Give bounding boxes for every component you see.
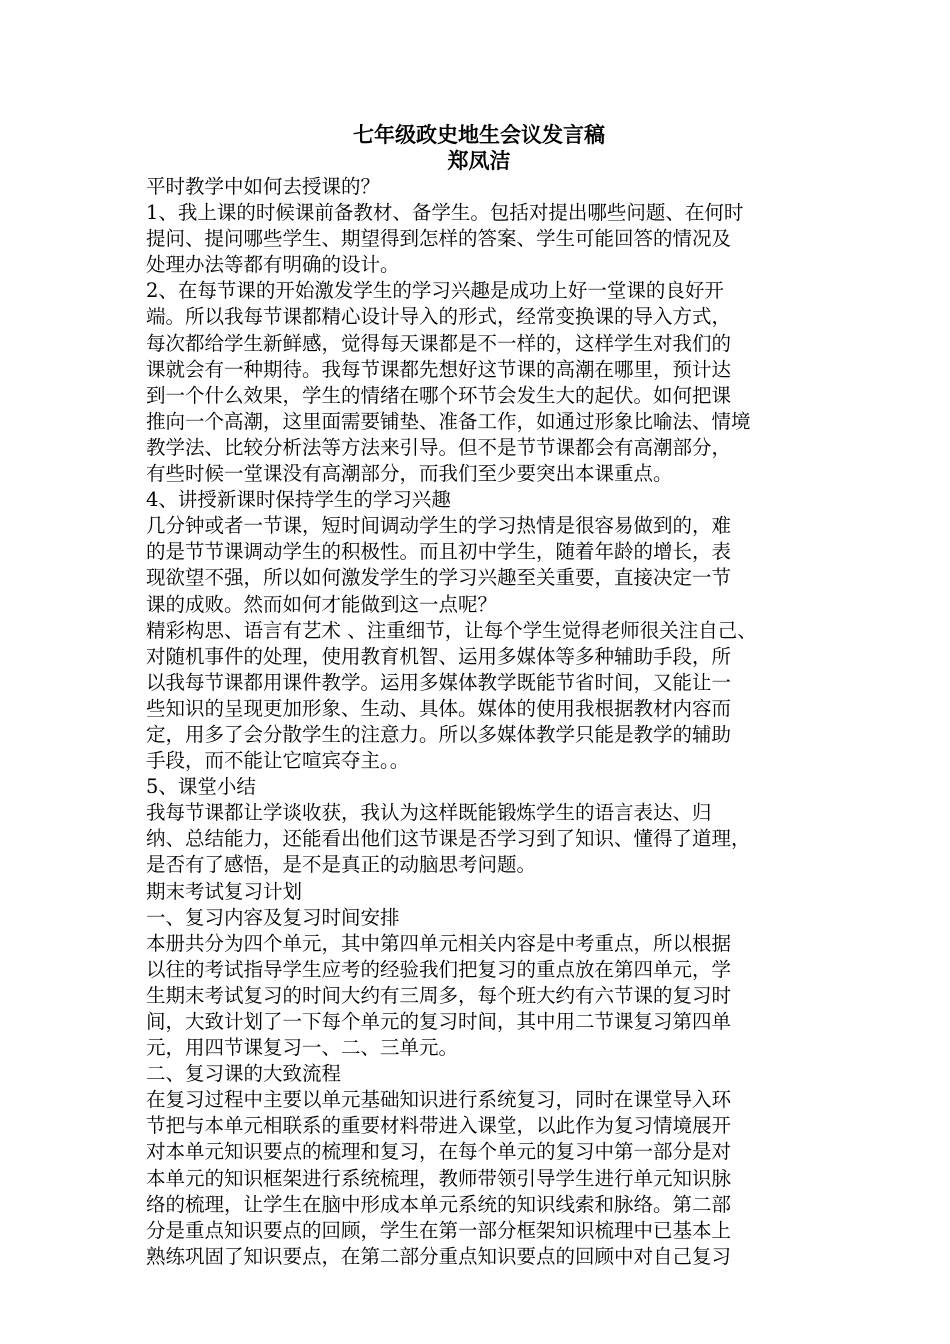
body-line: 在复习过程中主要以单元基础知识进行系统复习，同时在课堂导入环 <box>146 1088 732 1112</box>
body-line: 我每节课都让学谈收获，我认为这样既能锻炼学生的语言表达、归 <box>146 801 712 825</box>
body-line: 生期末考试复习的时间大约有三周多，每个班大约有六节课的复习时 <box>146 983 732 1007</box>
body-line: 以我每节课都用课件教学。运用多媒体教学既能节省时间，又能让一 <box>146 670 732 694</box>
body-line: 络的梳理，让学生在脑中形成本单元系统的知识线索和脉络。第二部 <box>146 1192 732 1216</box>
document-body <box>146 174 812 1270</box>
body-line: 现欲望不强，所以如何激发学生的学习兴趣至关重要，直接决定一节 <box>146 566 732 590</box>
body-line: 有些时候一堂课没有高潮部分，而我们至少要突出本课重点。 <box>146 462 673 486</box>
body-line: 间，大致计划了一下每个单元的复习时间，其中用二节课复习第四单 <box>146 1010 732 1033</box>
body-line: 本册共分为四个单元，其中第四单元相关内容是中考重点，所以根据 <box>146 931 732 955</box>
body-line: 每次都给学生新鲜感，觉得每天课都是不一样的，这样学生对我们的 <box>146 331 732 355</box>
document-title: 七年级政史地生会议发言稿 <box>353 122 605 147</box>
body-line: 些知识的呈现更加形象、生动、具体。媒体的使用我根据教材内容而 <box>146 696 732 720</box>
body-line: 节把与本单元相联系的重要材料带进入课堂，以此作为复习情境展开 <box>146 1114 732 1138</box>
body-line: 元，用四节课复习一、二、三单元。 <box>146 1036 459 1060</box>
body-line: 4、讲授新课时保持学生的学习兴趣 <box>146 488 451 512</box>
body-line: 对随机事件的处理，使用教育机智、运用多媒体等多种辅助手段，所 <box>146 644 732 668</box>
body-line: 一、复习内容及复习时间安排 <box>146 905 400 929</box>
body-line: 课就会有一种期待。我每节课都先想好这节课的高潮在哪里，预计达 <box>146 357 732 381</box>
body-line: 期末考试复习计划 <box>146 879 303 903</box>
body-line: 5、课堂小结 <box>146 775 256 799</box>
body-line: 手段，而不能让它喧宾夺主。。 <box>146 749 410 773</box>
document-author: 郑凤洁 <box>447 148 511 173</box>
body-line: 课的成败。然而如何才能做到这一点呢？ <box>146 592 498 616</box>
body-line: 推向一个高潮，这里面需要铺垫、准备工作，如通过形象比喻法、情境 <box>146 409 751 433</box>
body-line: 端。所以我每节课都精心设计导入的形式，经常变换课的导入方式， <box>146 305 732 329</box>
body-line: 平时教学中如何去授课的？ <box>146 175 381 198</box>
body-line: 1、我上课的时候课前备教材、备学生。包括对提出哪些问题、在何时 <box>146 201 744 225</box>
body-line: 教学法、比较分析法等方法来引导。但不是节节课都会有高潮部分， <box>146 435 732 459</box>
body-line: 以往的考试指导学生应考的经验我们把复习的重点放在第四单元，学 <box>146 957 732 981</box>
body-line: 几分钟或者一节课，短时间调动学生的学习热情是很容易做到的，难 <box>146 514 732 538</box>
body-line: 二、复习课的大致流程 <box>146 1062 342 1086</box>
body-line: 提问、提问哪些学生、期望得到怎样的答案、学生可能回答的情况及 <box>146 227 732 251</box>
body-line: 2、在每节课的开始激发学生的学习兴趣是成功上好一堂课的良好开 <box>146 279 724 303</box>
body-line: 本单元的知识框架进行系统梳理，教师带领引导学生进行单元知识脉 <box>146 1166 732 1190</box>
body-line: 到一个什么效果，学生的情绪在哪个环节会发生大的起伏。如何把课 <box>146 383 732 407</box>
body-line: 熟练巩固了知识要点，在第二部分重点知识要点的回顾中对自己复习 <box>146 1244 732 1268</box>
body-line: 对本单元知识要点的梳理和复习，在每个单元的复习中第一部分是对 <box>146 1140 732 1164</box>
body-line: 分是重点知识要点的回顾，学生在第一部分框架知识梳理中已基本上 <box>146 1218 732 1242</box>
body-line: 定，用多了会分散学生的注意力。所以多媒体教学只能是教学的辅助 <box>146 722 732 746</box>
body-line: 精彩构思、语言有艺术 、注重细节，让每个学生觉得老师很关注自己、 <box>146 618 757 642</box>
body-line: 的是节节课调动学生的积极性。而且初中学生，随着年龄的增长，表 <box>146 540 732 564</box>
body-line: 纳、总结能力，还能看出他们这节课是否学习到了知识、懂得了道理， <box>146 827 751 851</box>
body-line: 是否有了感悟，是不是真正的动脑思考问题。 <box>146 853 537 877</box>
body-line: 处理办法等都有明确的设计。 <box>146 253 400 277</box>
document-page <box>146 122 812 1270</box>
